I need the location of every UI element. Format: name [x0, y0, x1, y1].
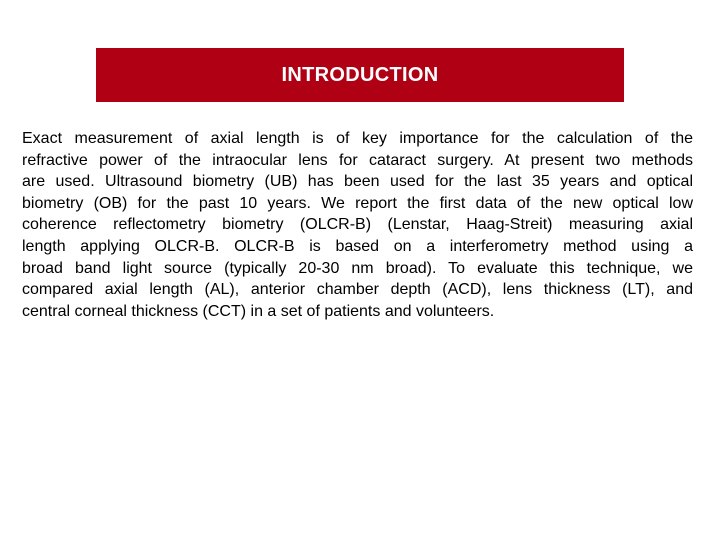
paragraph-line: central corneal thickness (CCT) in a set of patients and volunteers.: [22, 302, 495, 320]
paragraph-line: Exact measurement of axial length is of key importance for the calculation of the: [22, 130, 693, 147]
paragraph-line: compared axial length (AL), anterior chamber depth (ACD), lens thickness (LT), and: [22, 281, 693, 299]
title-banner: [96, 48, 624, 102]
introduction-paragraph: [22, 128, 693, 322]
paragraph-line: refractive power of the intraocular lens for cataract surgery. At present two methods: [22, 151, 693, 169]
paragraph-line: are used. Ultrasound biometry (UB) has been used for the last 35 years and optical: [22, 173, 693, 191]
paragraph-line: coherence reflectometry biometry (OLCR-B) (Lenstar, Haag-Streit) measuring axial: [22, 216, 693, 234]
page-title: INTRODUCTION: [281, 63, 439, 86]
paragraph-line: length applying OLCR-B. OLCR-B is based on a interferometry method using a: [22, 237, 693, 255]
paragraph-line: biometry (OB) for the past 10 years. We report the first data of the new optical low: [22, 194, 693, 212]
paragraph-line: broad band light source (typically 20-30 nm broad). To evaluate this technique, we: [22, 259, 693, 277]
